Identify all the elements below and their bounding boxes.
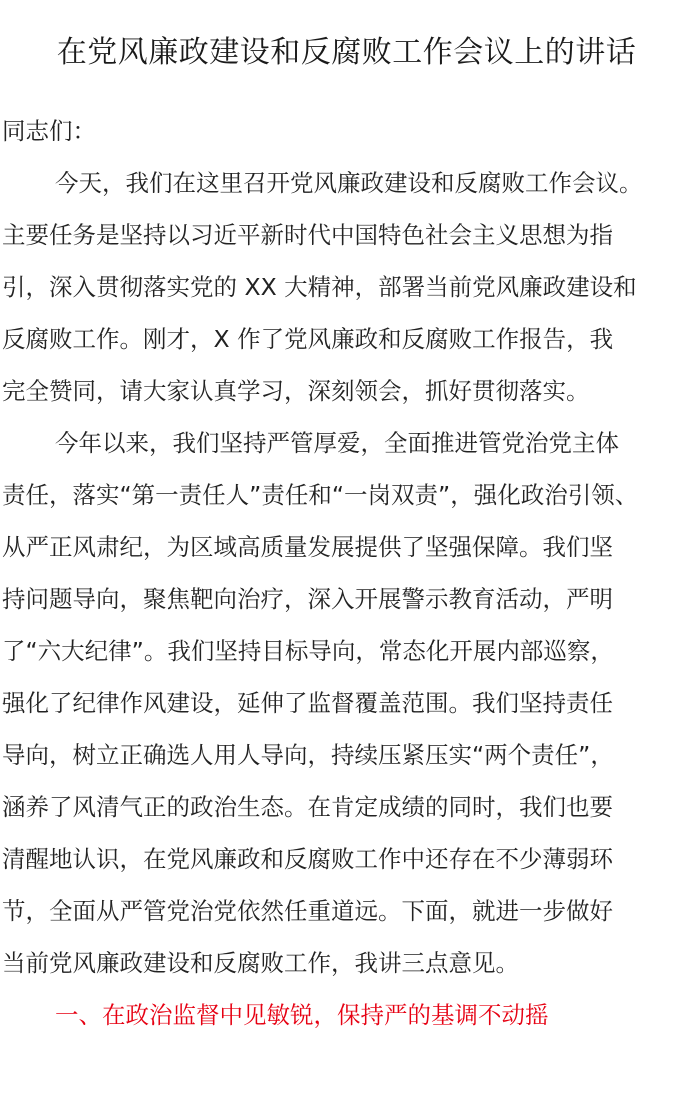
paragraph-2-line: 持问题导向，聚焦靶向治疗，深入开展警示教育活动，严明 (2, 585, 613, 613)
paragraph-1-line: 今天，我们在这里召开党风廉政建设和反腐败工作会议。 (55, 169, 643, 197)
salutation: 同志们： (2, 117, 96, 145)
paragraph-2-line: 责任，落实“第一责任人”责任和“一岗双责”，强化政治引领、 (2, 481, 639, 509)
paragraph-1-line: 反腐败工作。刚才，X 作了党风廉政和反腐败工作报告，我 (2, 325, 614, 353)
paragraph-2-line: 当前党风廉政建设和反腐败工作，我讲三点意见。 (2, 949, 519, 977)
paragraph-2-line: 导向，树立正确选人用人导向，持续压紧压实“两个责任”， (2, 741, 614, 769)
paragraph-2-line: 了“六大纪律”。我们坚持目标导向，常态化开展内部巡察， (2, 637, 614, 665)
paragraph-1-line: 完全赞同，请大家认真学习，深刻领会，抓好贯彻落实。 (2, 377, 590, 405)
paragraph-2-line: 从严正风肃纪，为区域高质量发展提供了坚强保障。我们坚 (2, 533, 613, 561)
paragraph-2-line: 涵养了风清气正的政治生态。在肯定成绩的同时，我们也要 (2, 793, 613, 821)
paragraph-2-line: 今年以来，我们坚持严管厚爱，全面推进管党治党主体 (55, 429, 619, 457)
paragraph-2-line: 清醒地认识，在党风廉政和反腐败工作中还存在不少薄弱环 (2, 845, 613, 873)
paragraph-2-line: 节，全面从严管党治党依然任重道远。下面，就进一步做好 (2, 897, 613, 925)
document-title: 在党风廉政建设和反腐败工作会议上的讲话 (56, 35, 637, 70)
paragraph-1-line: 主要任务是坚持以习近平新时代中国特色社会主义思想为指 (2, 221, 613, 249)
paragraph-2-line: 强化了纪律作风建设，延伸了监督覆盖范围。我们坚持责任 (2, 689, 613, 717)
section-heading: 一、在政治监督中见敏锐，保持严的基调不动摇 (55, 1001, 549, 1029)
paragraph-1-line: 引，深入贯彻落实党的 XX 大精神，部署当前党风廉政建设和 (2, 273, 637, 301)
